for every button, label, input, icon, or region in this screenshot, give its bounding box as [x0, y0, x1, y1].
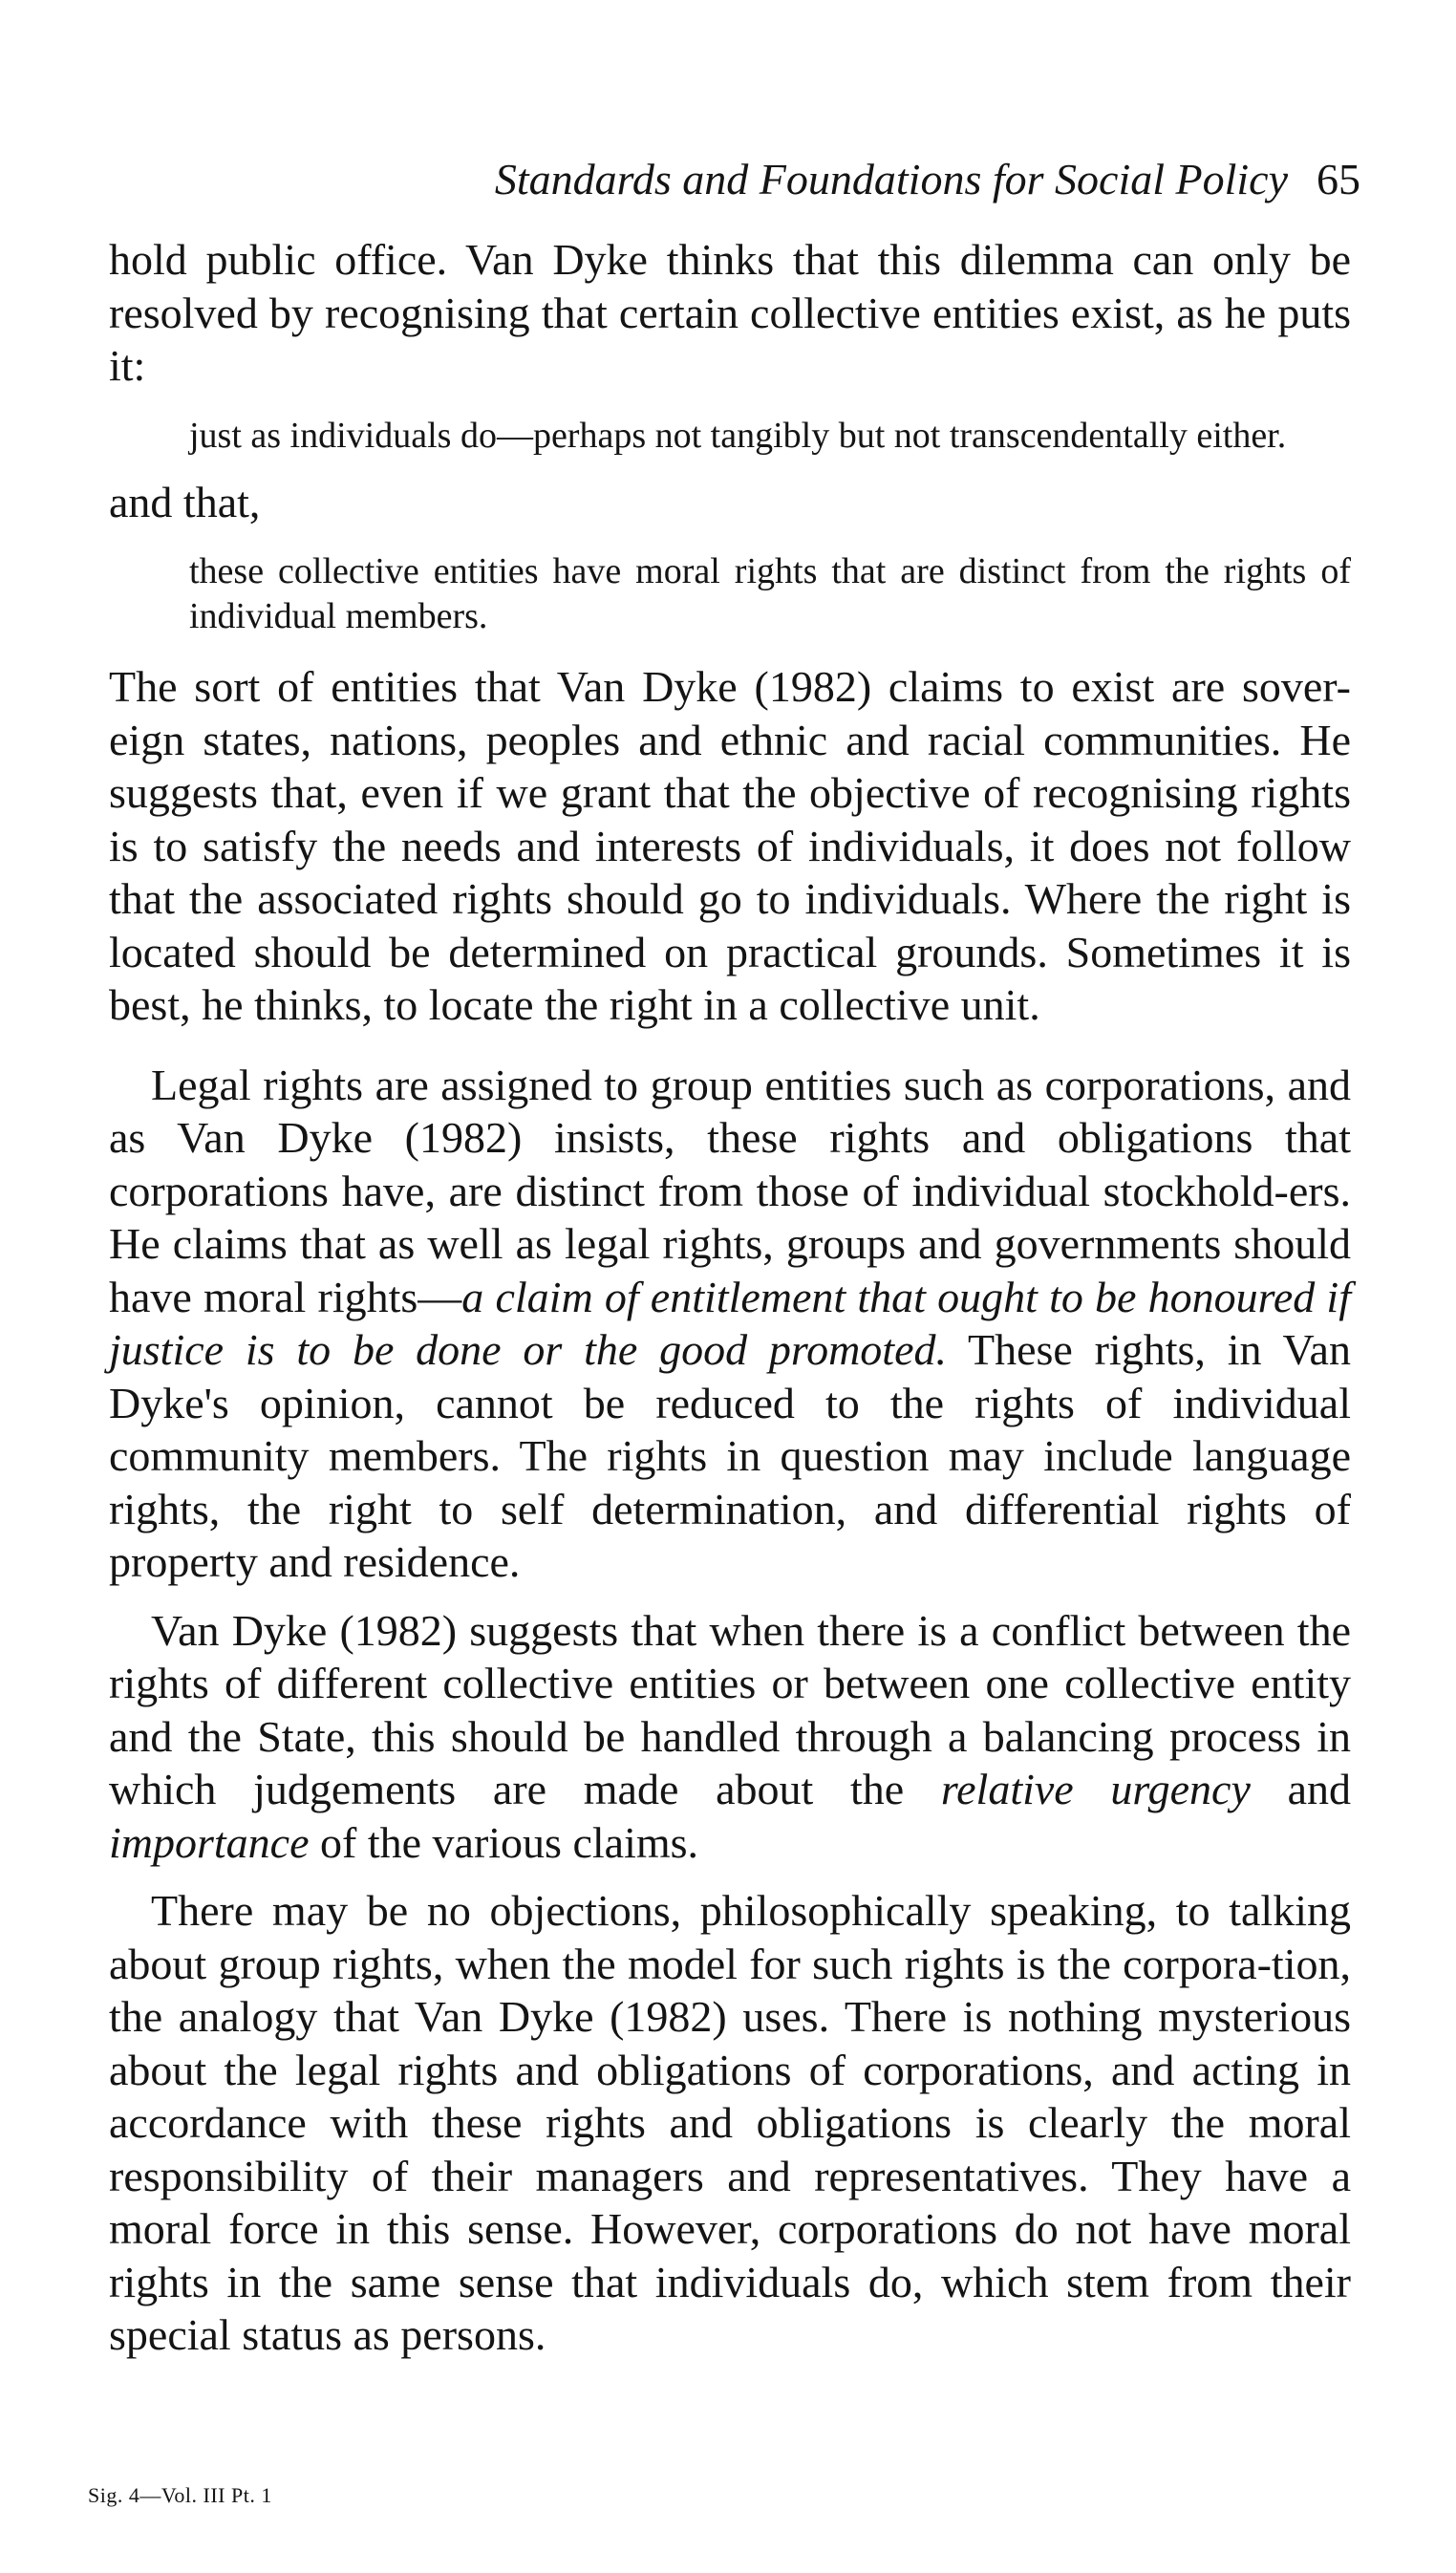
page-number: 65: [1317, 155, 1360, 204]
italic-text: a claim of entitlement that ought to be honoured if justice is to be done or the good promoted.: [109, 1272, 1351, 1374]
italic-text: importance: [109, 1817, 310, 1867]
paragraph-connector: and that,: [109, 477, 261, 526]
running-head-title: Standards and Foundations for Social Policy: [494, 155, 1288, 204]
paragraph-text: of the various claims.: [309, 1817, 699, 1867]
paragraph: [109, 1604, 1351, 1870]
paragraph: There may be no objections, philosophically speaking, to talking about group rights, when the model for such rights is the corpora-tion, the analogy that Van Dyke (1982) uses. There is nothing mysterious about the legal rights and obligations of corporations, and acting in accordance with these rights and obligations is clearly the moral responsibility of their managers and representatives. They have a moral force in this sense. However, corporations do not have moral rights in the same sense that individuals do, which stem from their special status as persons.: [109, 1886, 1351, 2359]
block-quote: just as individuals do—perhaps not tangibly but not transcendentally either.: [189, 415, 1287, 456]
paragraph-continued: hold public office. Van Dyke thinks that this dilemma can only be resolved by recognising that certain collective entities exist, as he puts it:: [109, 235, 1351, 390]
paragraph-text: and: [1250, 1765, 1352, 1813]
signature-mark: Sig. 4—Vol. III Pt. 1: [88, 2483, 272, 2507]
paragraph-text: Van Dyke (1982) suggests that when there is a conflict between the rights of different collective entities or between one collective entity and the State, this should be handled through a balancing process in which judgements are made about the: [109, 1605, 1351, 1813]
running-head: [495, 153, 1360, 206]
paragraph: [109, 1059, 1351, 1589]
block-quote: these collective entities have moral rights that are distinct from the rights of individual members.: [189, 551, 1351, 636]
italic-text: relative urgency: [940, 1765, 1251, 1813]
paragraph: The sort of entities that Van Dyke (1982) claims to exist are sover-eign states, nations, peoples and ethnic and racial communities. He suggests that, even if we grant that the objective of recognising rights is to satisfy the needs and interests of individuals, it does not follow that the associated rights should go to individuals. Where the right is located should be determined on practical grounds. Sometimes it is best, he thinks, to locate the right in a collective unit.: [109, 662, 1351, 1029]
paragraph-text: These rights, in Van Dyke's opinion, cannot be reduced to the rights of individual community members. The rights in question may include language rights, the right to self determination, and differential rights of property and residence.: [109, 1325, 1351, 1586]
paragraph-text: Legal rights are assigned to group entities such as corporations, and as Van Dyke (1982) insists, these rights and obligations that corporations have, are distinct from those of individual stockhold-ers. He claims that as well as legal rights, groups and governments should have moral rights—: [109, 1060, 1351, 1321]
body-text: [109, 233, 1351, 2362]
